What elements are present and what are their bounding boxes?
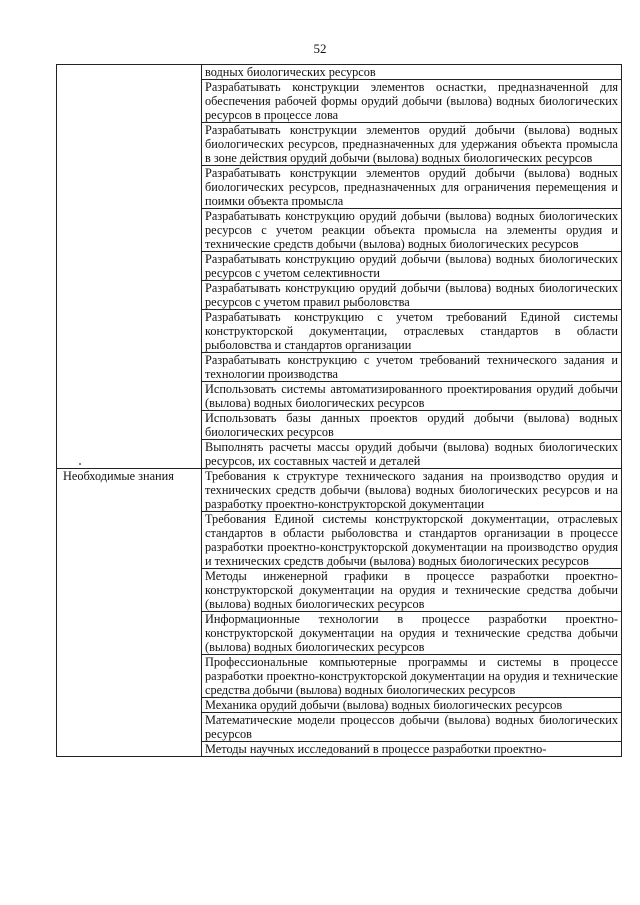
requirement-text: Разрабатывать конструкцию с учетом требований технического задания и технологии производства (205, 353, 618, 381)
requirement-text: Разрабатывать конструкции элементов оснастки, предназначенной для обеспечения рабочей формы орудий добычи (вылова) водных биологических ресурсов в процессе лова (205, 80, 618, 122)
requirement-text: Разрабатывать конструкцию орудий добычи (вылова) водных биологических ресурсов с учетом селективности (205, 252, 618, 280)
requirement-cell (202, 569, 622, 612)
requirement-cell (202, 382, 622, 411)
requirement-cell (202, 655, 622, 698)
requirement-cell (202, 698, 622, 713)
requirement-cell (202, 411, 622, 440)
requirement-text: Использовать системы автоматизированного проектирования орудий добычи (вылова) водных биологических ресурсов (205, 382, 618, 410)
table-body (57, 65, 622, 757)
requirement-text: Методы научных исследований в процессе разработки проектно- (205, 742, 547, 756)
requirement-cell (202, 713, 622, 742)
requirement-cell (202, 252, 622, 281)
requirement-text: Использовать базы данных проектов орудий добычи (вылова) водных биологических ресурсов (205, 411, 618, 439)
requirement-text: Математические модели процессов добычи (вылова) водных биологических ресурсов (205, 713, 618, 741)
requirement-cell (202, 612, 622, 655)
table-row (57, 469, 622, 512)
requirement-text: Информационные технологии в процессе разработки проектно-конструкторской документации на орудия и технические средства добычи (вылова) водных биологических ресурсов (205, 612, 618, 654)
requirement-cell (202, 469, 622, 512)
requirement-cell (202, 440, 622, 469)
requirement-text: Требования Единой системы конструкторской документации, отраслевых стандартов в области рыболовства и стандартов организации в процессе разработки проектно-конструкторской документации на производство орудия и технических средств добычи (вылова) водных биологических ресурсов (205, 512, 618, 568)
requirement-cell (202, 353, 622, 382)
competency-table (56, 64, 622, 757)
requirement-cell (202, 166, 622, 209)
requirement-text: Разрабатывать конструкции элементов орудий добычи (вылова) водных биологических ресурсов, предназначенных для удержания объекта промысла в зоне действия орудий добычи (вылова) водных биологических ресурсов (205, 123, 618, 165)
requirement-text: водных биологических ресурсов (205, 65, 376, 79)
requirement-text: Разрабатывать конструкцию орудий добычи (вылова) водных биологических ресурсов с учетом реакции объекта промысла на элементы орудия и технические средств добычи (вылова) водных биологических ресурсов (205, 209, 618, 251)
scan-speck (79, 463, 81, 465)
requirement-cell (202, 281, 622, 310)
requirement-text: Механика орудий добычи (вылова) водных биологических ресурсов (205, 698, 563, 712)
requirement-cell (202, 209, 622, 252)
table-row (57, 65, 622, 80)
section-label-cell (57, 65, 202, 469)
requirement-text: Выполнять расчеты массы орудий добычи (вылова) водных биологических ресурсов, их составных частей и деталей (205, 440, 618, 468)
requirement-cell (202, 512, 622, 569)
page-number: 52 (313, 41, 327, 56)
requirement-text: Разрабатывать конструкции элементов орудий добычи (вылова) водных биологических ресурсов, предназначенных для ограничения перемещения и поимки объекта промысла (205, 166, 618, 208)
requirement-cell (202, 65, 622, 80)
requirement-cell (202, 80, 622, 123)
requirement-text: Разрабатывать конструкцию орудий добычи (вылова) водных биологических ресурсов с учетом правил рыболовства (205, 281, 618, 309)
section-label: Необходимые знания (63, 469, 174, 483)
requirement-cell (202, 742, 622, 757)
requirement-text: Профессиональные компьютерные программы и системы в процессе разработки проектно-конструкторской документации на орудия и технические средства добычи (вылова) водных биологических ресурсов (205, 655, 618, 697)
requirement-text: Требования к структуре технического задания на производство орудия и технических средств добычи (вылова) водных биологических ресурсов и на разработку проектно-конструкторской документации (205, 469, 618, 511)
requirement-cell (202, 123, 622, 166)
requirement-cell (202, 310, 622, 353)
requirement-text: Методы инженерной графики в процессе разработки проектно-конструкторской документации на орудия и технические средства добычи (вылова) водных биологических ресурсов (205, 569, 618, 611)
requirement-text: Разрабатывать конструкцию с учетом требований Единой системы конструкторской документации, отраслевых стандартов в области рыболовства и стандартов организации (205, 310, 618, 352)
section-label-cell (57, 469, 202, 757)
